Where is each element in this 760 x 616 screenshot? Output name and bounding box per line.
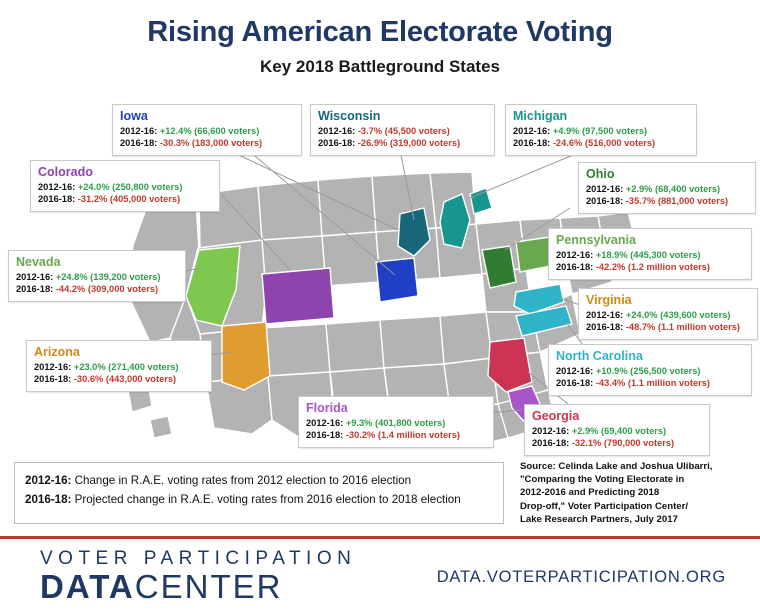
state-colorado bbox=[262, 268, 334, 324]
callout-pennsylvania[interactable] bbox=[548, 228, 752, 280]
callout-state-name: Michigan bbox=[513, 109, 568, 123]
source-line-3: 2012-2016 and Predicting 2018 bbox=[520, 487, 660, 499]
callout-row-2012-16: 2012-16: -3.7% (45,500 voters) bbox=[318, 126, 450, 136]
state-iowa bbox=[376, 258, 418, 302]
callout-state-name: Ohio bbox=[586, 167, 615, 181]
logo-word-center: CENTER bbox=[134, 568, 283, 605]
callout-row-2012-16: 2012-16: +23.0% (271,400 voters) bbox=[34, 362, 179, 372]
callout-row-2016-18: 2016-18: -48.7% (1.1 million voters) bbox=[586, 322, 740, 333]
callout-row-2016-18: 2016-18: -24.6% (516,000 voters) bbox=[513, 138, 656, 149]
legend-text-2012-16: Change in R.A.E. voting rates from 2012 election to 2016 election bbox=[71, 474, 412, 487]
callout-iowa[interactable] bbox=[112, 104, 302, 156]
callout-row-2012-16: 2012-16: +12.4% (66,600 voters) bbox=[120, 126, 260, 136]
source-line-5: Lake Research Partners, July 2017 bbox=[520, 513, 678, 525]
callout-state-name: Arizona bbox=[34, 345, 80, 359]
logo-line-data-center bbox=[40, 568, 356, 606]
callout-row-2016-18: 2016-18: -30.6% (443,000 voters) bbox=[34, 374, 177, 385]
logo-voter-participation-data-center bbox=[40, 548, 356, 606]
callout-state-name: Colorado bbox=[38, 165, 93, 179]
callout-state-name: North Carolina bbox=[556, 349, 643, 363]
callout-nevada[interactable] bbox=[8, 250, 186, 302]
callout-row-2016-18: 2016-18: -43.4% (1.1 million voters) bbox=[556, 378, 710, 389]
callout-state-name: Georgia bbox=[532, 409, 580, 423]
callout-row-2016-18: 2016-18: -30.2% (1.4 million voters) bbox=[306, 430, 460, 441]
callout-north-carolina[interactable] bbox=[548, 344, 752, 396]
callout-row-2016-18: 2016-18: -42.2% (1.2 million voters) bbox=[556, 262, 710, 273]
logo-word-data: DATA bbox=[40, 568, 135, 605]
callout-row-2012-16: 2012-16: +2.9% (68,400 voters) bbox=[586, 184, 721, 194]
callout-row-2012-16: 2012-16: +9.3% (401,800 voters) bbox=[306, 418, 446, 428]
callout-row-2012-16: 2012-16: +24.0% (250,800 voters) bbox=[38, 182, 183, 192]
callout-state-name: Florida bbox=[306, 401, 348, 415]
callout-colorado[interactable] bbox=[30, 160, 220, 212]
source-line-4: Drop-off," Voter Participation Center/ bbox=[520, 500, 689, 512]
legend-text-2016-18: Projected change in R.A.E. voting rates from 2016 election to 2018 election bbox=[71, 493, 461, 506]
page-subtitle: Key 2018 Battleground States bbox=[260, 57, 500, 76]
callout-row-2012-16: 2012-16: +10.9% (256,500 voters) bbox=[556, 366, 701, 376]
legend-row-2012-16 bbox=[25, 471, 493, 490]
callout-state-name: Virginia bbox=[586, 293, 632, 307]
callout-row-2016-18: 2016-18: -35.7% (881,000 voters) bbox=[586, 196, 729, 207]
callout-row-2016-18: 2016-18: -26.9% (319,000 voters) bbox=[318, 138, 461, 149]
callout-state-name: Pennsylvania bbox=[556, 233, 636, 247]
callout-row-2012-16: 2012-16: +18.9% (445,300 voters) bbox=[556, 250, 701, 260]
callout-row-2016-18: 2016-18: -30.3% (183,000 voters) bbox=[120, 138, 263, 149]
callout-ohio[interactable] bbox=[578, 162, 756, 214]
callout-row-2012-16: 2012-16: +24.0% (439,600 voters) bbox=[586, 310, 731, 320]
source-note bbox=[520, 460, 752, 526]
callout-virginia[interactable] bbox=[578, 288, 758, 340]
callout-row-2012-16: 2012-16: +24.8% (139,200 voters) bbox=[16, 272, 161, 282]
callout-row-2016-18: 2016-18: -44.2% (309,000 voters) bbox=[16, 284, 159, 295]
legend bbox=[14, 462, 504, 524]
footer-url[interactable]: DATA.VOTERPARTICIPATION.ORG bbox=[436, 568, 726, 586]
callout-michigan[interactable] bbox=[505, 104, 697, 156]
legend-label-2012-16: 2012-16: bbox=[25, 474, 72, 487]
legend-label-2016-18: 2016-18: bbox=[25, 493, 72, 506]
footer bbox=[0, 536, 760, 616]
callout-state-name: Iowa bbox=[120, 109, 148, 123]
callout-row-2012-16: 2012-16: +4.9% (97,500 voters) bbox=[513, 126, 648, 136]
callout-arizona[interactable] bbox=[26, 340, 212, 392]
state-arizona bbox=[222, 322, 270, 390]
callout-row-2016-18: 2016-18: -32.1% (790,000 voters) bbox=[532, 438, 675, 449]
legend-row-2016-18 bbox=[25, 490, 493, 509]
callout-row-2012-16: 2012-16: +2.9% (69,400 voters) bbox=[532, 426, 667, 436]
callout-state-name: Wisconsin bbox=[318, 109, 381, 123]
callout-row-2016-18: 2016-18: -31.2% (405,000 voters) bbox=[38, 194, 181, 205]
source-line-2: "Comparing the Voting Electorate in bbox=[520, 474, 685, 486]
callout-georgia[interactable] bbox=[524, 404, 710, 456]
page-title: Rising American Electorate Voting bbox=[147, 16, 613, 48]
callout-florida[interactable] bbox=[298, 396, 494, 448]
logo-line-voter-participation: VOTER PARTICIPATION bbox=[40, 548, 357, 569]
callout-wisconsin[interactable] bbox=[310, 104, 495, 156]
callout-state-name: Nevada bbox=[16, 255, 61, 269]
source-line-1: Source: Celinda Lake and Joshua Ulibarri, bbox=[520, 461, 713, 472]
footer-divider bbox=[0, 536, 760, 539]
